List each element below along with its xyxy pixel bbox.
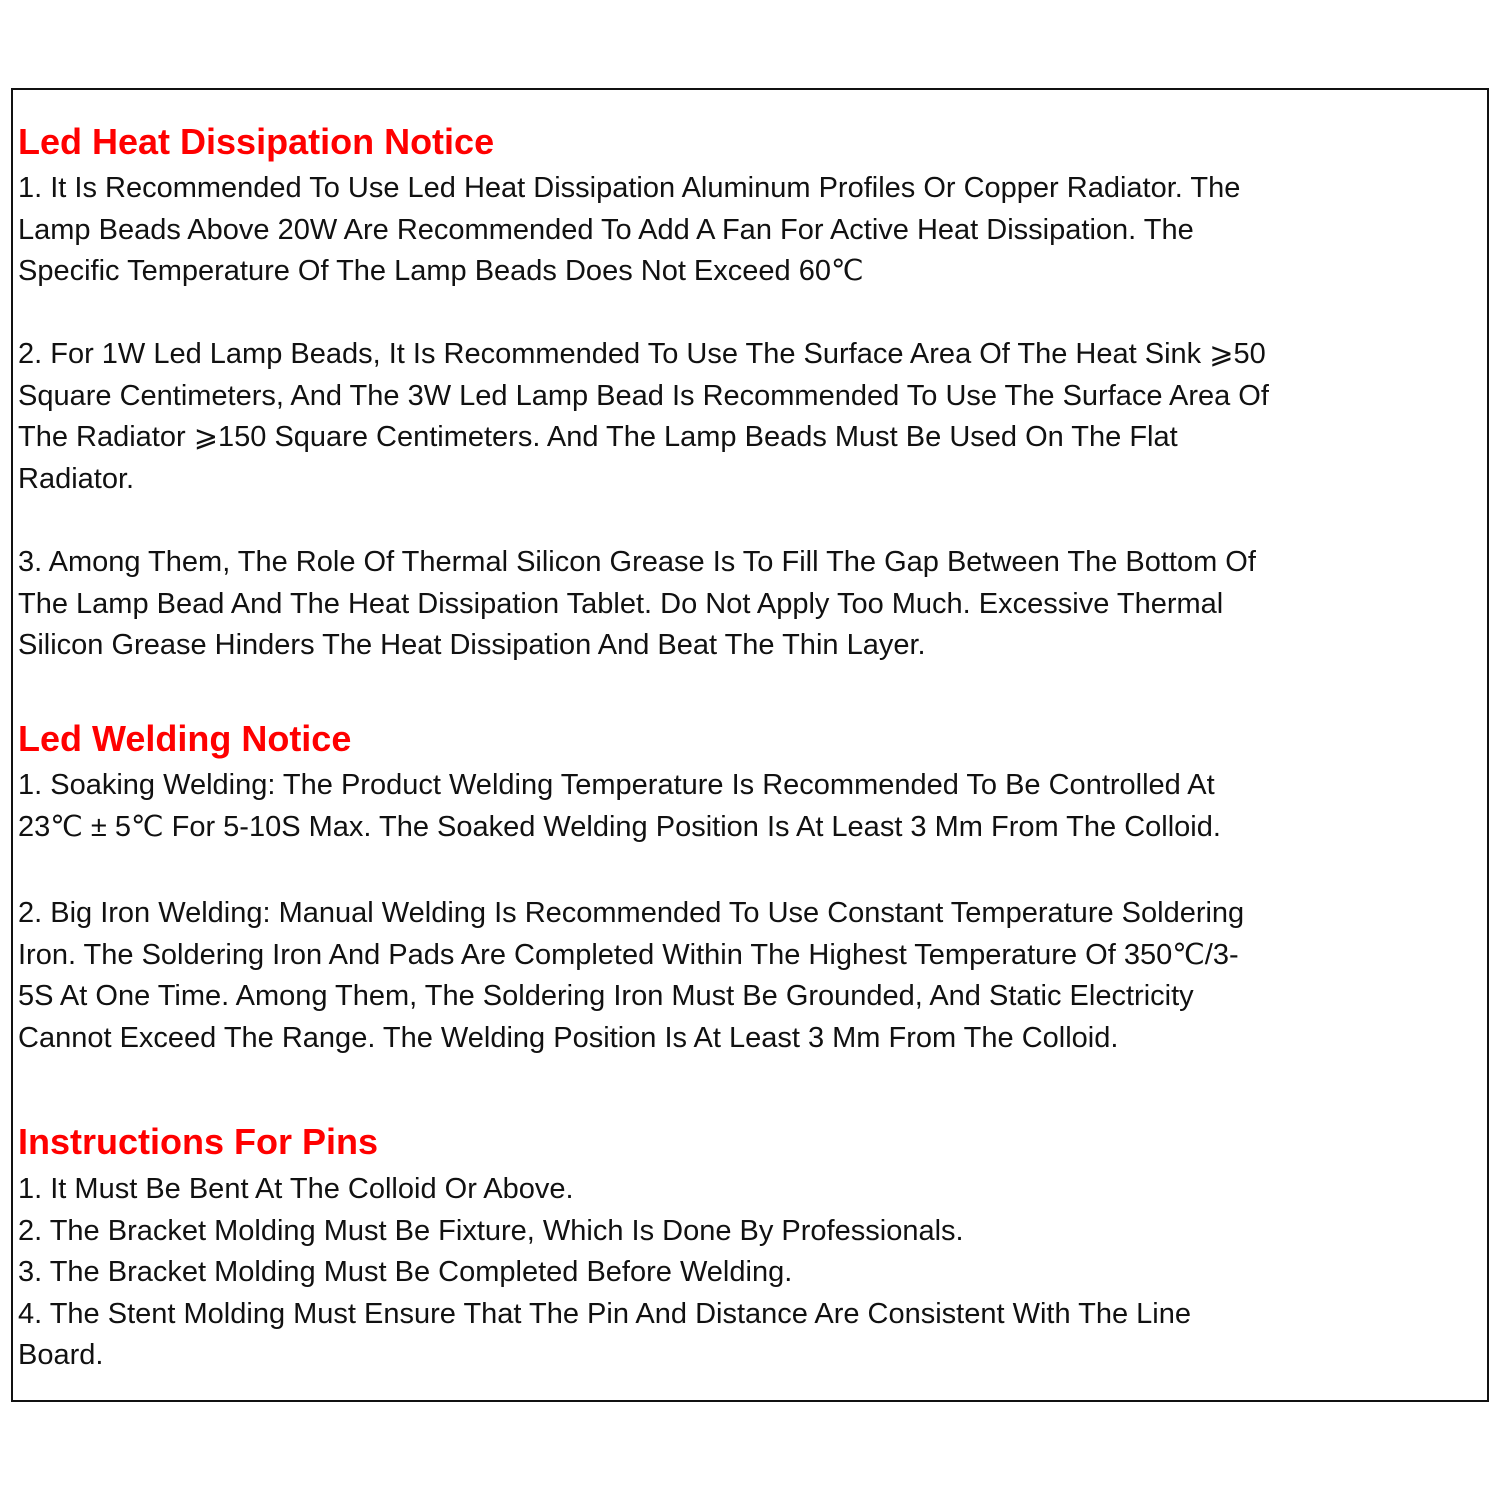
list-item: 1. It Must Be Bent At The Colloid Or Above. <box>18 1173 574 1205</box>
text-line: Cannot Exceed The Range. The Welding Position Is At Least 3 Mm From The Colloid. <box>18 1021 1119 1054</box>
text-line: 5S At One Time. Among Them, The Soldering Iron Must Be Grounded, And Static Electricity <box>18 980 1194 1012</box>
text-line: The Radiator ⩾150 Square Centimeters. And The Lamp Beads Must Be Used On The Flat <box>18 421 1178 453</box>
text-line: 23℃ ± 5℃ For 5-10S Max. The Soaked Welding Position Is At Least 3 Mm From The Colloid. <box>18 810 1221 843</box>
text-line: Lamp Beads Above 20W Are Recommended To Add A Fan For Active Heat Dissipation. The <box>18 213 1194 246</box>
welding-paragraph-2 <box>18 893 1244 1059</box>
heading-pins: Instructions For Pins <box>18 1121 379 1162</box>
text-line: 1. Soaking Welding: The Product Welding Temperature Is Recommended To Be Controlled At <box>18 769 1215 801</box>
text-line: Specific Temperature Of The Lamp Beads Does Not Exceed 60℃ <box>18 255 864 287</box>
text-line: 3. Among Them, The Role Of Thermal Silicon Grease Is To Fill The Gap Between The Bottom Of <box>18 546 1256 578</box>
list-item: 3. The Bracket Molding Must Be Completed Before Welding. <box>18 1256 793 1288</box>
text-line: 2. Big Iron Welding: Manual Welding Is Recommended To Use Constant Temperature Soldering <box>18 897 1245 929</box>
heading-welding: Led Welding Notice <box>18 718 352 759</box>
list-item: Board. <box>18 1339 104 1371</box>
text-line: 1. It Is Recommended To Use Led Heat Dissipation Aluminum Profiles Or Copper Radiator. The <box>18 172 1241 204</box>
text-line: Silicon Grease Hinders The Heat Dissipation And Beat The Thin Layer. <box>18 629 926 661</box>
heat-paragraph-2 <box>18 334 1269 500</box>
heading-heat-dissipation: Led Heat Dissipation Notice <box>18 121 495 162</box>
text-line: Radiator. <box>18 462 135 495</box>
list-item: 2. The Bracket Molding Must Be Fixture, Which Is Done By Professionals. <box>18 1214 964 1247</box>
heat-paragraph-1 <box>18 168 1240 293</box>
text-line: 2. For 1W Led Lamp Beads, It Is Recommended To Use The Surface Area Of The Heat Sink ⩾50 <box>18 338 1266 370</box>
text-line: Square Centimeters, And The 3W Led Lamp Bead Is Recommended To Use The Surface Area Of <box>18 379 1269 412</box>
list-item: 4. The Stent Molding Must Ensure That The Pin And Distance Are Consistent With The Line <box>18 1297 1191 1330</box>
pins-list <box>18 1169 1191 1377</box>
text-line: The Lamp Bead And The Heat Dissipation Tablet. Do Not Apply Too Much. Excessive Thermal <box>18 587 1224 620</box>
heat-paragraph-3 <box>18 542 1256 667</box>
welding-paragraph-1 <box>18 765 1221 848</box>
text-line: Iron. The Soldering Iron And Pads Are Completed Within The Highest Temperature Of 350℃/3- <box>18 938 1239 971</box>
